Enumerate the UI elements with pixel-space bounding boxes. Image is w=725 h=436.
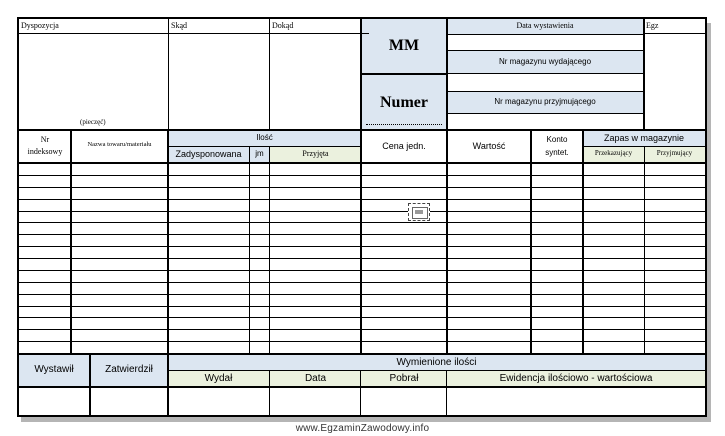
data-wystawienia-label: Data wystawienia bbox=[516, 21, 574, 30]
nr-indeksowy-label-1: Nr bbox=[40, 135, 50, 144]
table-row-line bbox=[19, 175, 705, 176]
footer-watermark: www.EgzaminZawodowy.info bbox=[295, 423, 430, 434]
przyjeta-label: Przyjęta bbox=[302, 149, 329, 158]
przekazujacy-label: Przekazujący bbox=[594, 149, 633, 157]
numer-dotted-line bbox=[366, 124, 442, 125]
wystawil-label: Wystawił bbox=[34, 364, 74, 375]
broken-image-icon bbox=[408, 203, 430, 221]
nr-mag-wydajacego-label: Nr magazynu wydającego bbox=[498, 57, 592, 66]
wartosc-label: Wartość bbox=[472, 141, 506, 151]
table-row-line bbox=[19, 294, 705, 295]
numer-label: Numer bbox=[380, 94, 428, 111]
data-label: Data bbox=[304, 373, 327, 384]
dyspozycja-label: Dyspozycja bbox=[21, 21, 59, 30]
pobral-label: Pobrał bbox=[389, 373, 419, 384]
konto-label-1: Konto bbox=[546, 135, 568, 144]
ilosc-label: Ilość bbox=[256, 133, 273, 142]
table-row-line bbox=[19, 222, 705, 223]
egz-label: Egz bbox=[646, 21, 659, 30]
pieczec-label: (pieczęć) bbox=[80, 118, 106, 126]
skad-label: Skąd bbox=[171, 21, 187, 30]
zapas-label: Zapas w magazynie bbox=[603, 133, 685, 143]
table-row-line bbox=[19, 211, 705, 212]
ewidencja-label: Ewidencja ilościowo - wartościowa bbox=[499, 373, 653, 384]
nr-mag-przyjmujacego-label: Nr magazynu przyjmującego bbox=[494, 97, 596, 106]
dokad-label: Dokąd bbox=[272, 21, 294, 30]
zadysponowana-label: Zadysponowana bbox=[175, 149, 242, 159]
jm-label: jm bbox=[255, 149, 264, 158]
table-row-line bbox=[19, 258, 705, 259]
table-row-line bbox=[19, 306, 705, 307]
table-row-line bbox=[19, 187, 705, 188]
table-row-line bbox=[19, 317, 705, 318]
table-row-line bbox=[19, 341, 705, 342]
table-row-line bbox=[19, 282, 705, 283]
przyjmujacy-label: Przyjmujący bbox=[656, 149, 693, 157]
cena-label: Cena jedn. bbox=[382, 141, 426, 151]
nazwa-label: Nazwa towaru/materiału bbox=[87, 141, 152, 148]
table-row-line bbox=[19, 270, 705, 271]
table-row-line bbox=[19, 329, 705, 330]
document-type-title: MM bbox=[388, 37, 420, 54]
zatwierdzil-label: Zatwierdził bbox=[105, 364, 153, 375]
wymienione-label: Wymienione ilości bbox=[396, 357, 477, 368]
table-row-line bbox=[19, 246, 705, 247]
konto-label-2: syntet. bbox=[545, 148, 569, 157]
table-row-line bbox=[19, 199, 705, 200]
wydal-label: Wydał bbox=[204, 373, 233, 384]
nr-indeksowy-label-2: indeksowy bbox=[27, 147, 63, 156]
table-row-line bbox=[19, 234, 705, 235]
